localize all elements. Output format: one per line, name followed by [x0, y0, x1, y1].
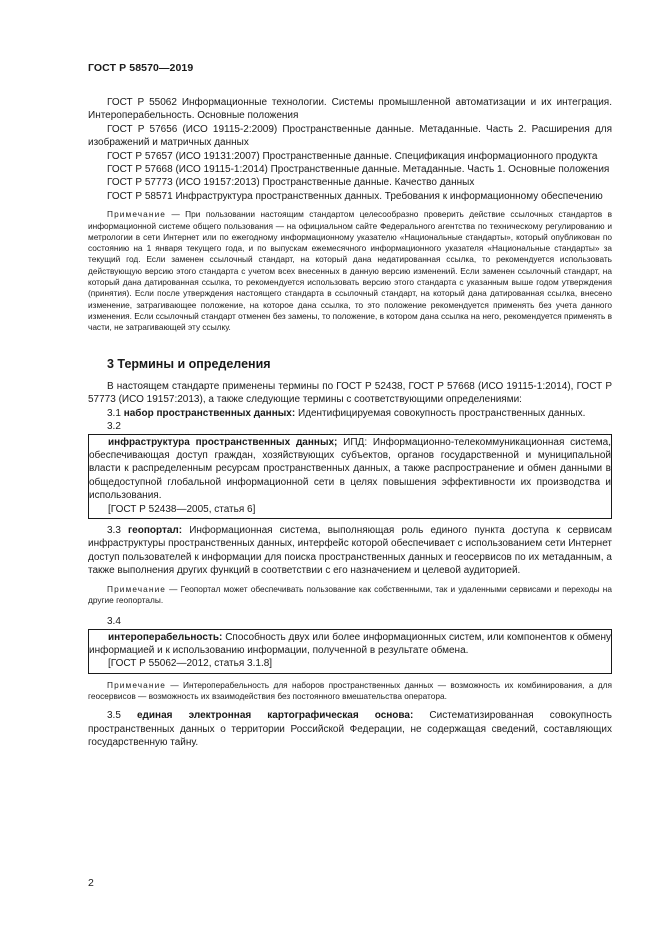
term-3-3-note	[88, 584, 612, 607]
term-number: 3.2	[107, 421, 121, 433]
normative-references	[88, 96, 612, 203]
term-number: 3.3	[107, 524, 121, 536]
document-header: ГОСТ Р 58570—2019	[88, 62, 194, 74]
reference-item: ГОСТ Р 57656 (ИСО 19115-2:2009) Пространственные данные. Метаданные. Часть 2. Расширения для изображений и матричных данных	[88, 123, 612, 149]
note-text: — Интероперабельность для наборов пространственных данных — возможность их комбинирования, а для геосервисов — возможность их взаимодействия без постоянного вмешательства оператора.	[88, 679, 612, 702]
term-3-2-box	[88, 434, 612, 519]
note-label: Примечание	[107, 209, 167, 220]
reference-item: ГОСТ Р 55062 Информационные технологии. Системы промышленной автоматизации и их интеграция. Интероперабельность. Основные положения	[88, 97, 612, 122]
term-3-3	[88, 524, 612, 578]
note-label: Примечание	[107, 679, 167, 690]
note-text: — Геопортал может обеспечивать пользование как собственными, так и удаленными сервисами и переходы на другие геопорталы.	[88, 583, 612, 605]
section-intro: В настоящем стандарте применены термины по ГОСТ Р 52438, ГОСТ Р 57668 (ИСО 19115-1:2014), ГОСТ Р 57773 (ИСО 19157:2013), а также следующие термины с соответствующими определениями:	[88, 380, 612, 406]
page-content	[88, 96, 612, 750]
reference-item: ГОСТ Р 57773 (ИСО 19157:2013) Пространственные данные. Качество данных	[107, 177, 475, 189]
term-name: инфраструктура пространственных данных;	[108, 436, 338, 448]
term-3-4	[89, 631, 611, 658]
term-3-2	[89, 436, 611, 503]
page-number: 2	[88, 877, 94, 889]
term-definition: Систематизированная совокупность пространственных данных о территории Российской Федерации, не содержащая сведений, составляющих государственную тайну.	[88, 710, 612, 749]
reference-item: ГОСТ Р 57668 (ИСО 19115-1:2014) Пространственные данные. Метаданные. Часть 1. Основные положения	[107, 164, 610, 176]
term-name: геопортал:	[128, 524, 183, 536]
term-number: 3.5	[107, 710, 121, 722]
term-definition: ИПД: Информационно-телекоммуникационная система, обеспечивающая доступ граждан, хозяйствующих субъектов, органов государственной и муниципальной власти к распределенным ресурсам пространственных данных, а также распространение и обмен данными в общедоступной глобальной информационной сети в целях повышения эффективности их производства и использования.	[89, 436, 611, 502]
term-definition: Способность двух или более информационных систем, или компонентов к обмену информацией и к использованию информации, полученной в результате обмена.	[89, 631, 611, 657]
reference-item: ГОСТ Р 58571 Инфраструктура пространственных данных. Требования к информационному обеспечению	[107, 190, 603, 202]
term-name: единая электронная картографическая основа:	[137, 710, 414, 722]
term-name: набор пространственных данных:	[123, 407, 296, 419]
reference-item: ГОСТ Р 57657 (ИСО 19131:2007) Пространственные данные. Спецификация информационного продукта	[107, 150, 598, 162]
term-definition: Идентифицируемая совокупность пространственных данных.	[295, 407, 586, 419]
term-3-4-box	[88, 629, 612, 674]
references-note	[88, 209, 612, 333]
term-3-1	[88, 407, 612, 420]
term-source: [ГОСТ Р 55062—2012, статья 3.1.8]	[108, 658, 273, 670]
term-number: 3.1	[107, 407, 121, 419]
term-3-4-note	[88, 680, 612, 703]
section-title: 3 Термины и определения	[107, 356, 271, 371]
term-3-5	[88, 709, 612, 749]
term-number: 3.4	[107, 616, 121, 628]
term-name: интероперабельность:	[108, 631, 223, 643]
term-source: [ГОСТ Р 52438—2005, статья 6]	[108, 503, 256, 515]
note-label: Примечание	[107, 583, 167, 594]
term-definition: Информационная система, выполняющая роль единого пункта доступа к сервисам инфраструктуры пространственных данных, интерфейс которой обеспечивает с использованием сети Интернет доступ пользователей к информации для поиска пространственных данных и геосервисов по их метаданным, а также выполнения других функций в соответствии с его назначением и целевой аудиторией.	[88, 524, 612, 577]
note-text: — При пользовании настоящим стандартом целесообразно проверить действие ссылочных стандартов в информационной системе общего пользования — на официальном сайте Федерального агентства по техническому регулированию и метрологии в сети Интернет или по ежегодному информационному указателю «Национальные стандарты», который опубликован по состоянию на 1 января текущего года, и по выпускам ежемесячного информационного указателя «Национальные стандарты» за текущий год. Если заменен ссылочный стандарт, на который дана недатированная ссылка, то рекомендуется использовать действующую версию этого стандарта с учетом всех внесенных в данную версию изменений. Если заменен ссылочный стандарт, на который дана датированная ссылка, то рекомендуется использовать версию этого стандарта с указанным выше годом утверждения (принятия). Если после утверждения настоящего стандарта в ссылочный стандарт, на который дана датированная ссылка, внесено изменение, затрагивающее положение, на которое дана ссылка, то это положение рекомендуется применять без учета данного изменения. Если ссылочный стандарт отменен без замены, то положение, в котором дана ссылка на него, рекомендуется применять в части, не затрагивающей эту ссылку.	[88, 209, 612, 333]
